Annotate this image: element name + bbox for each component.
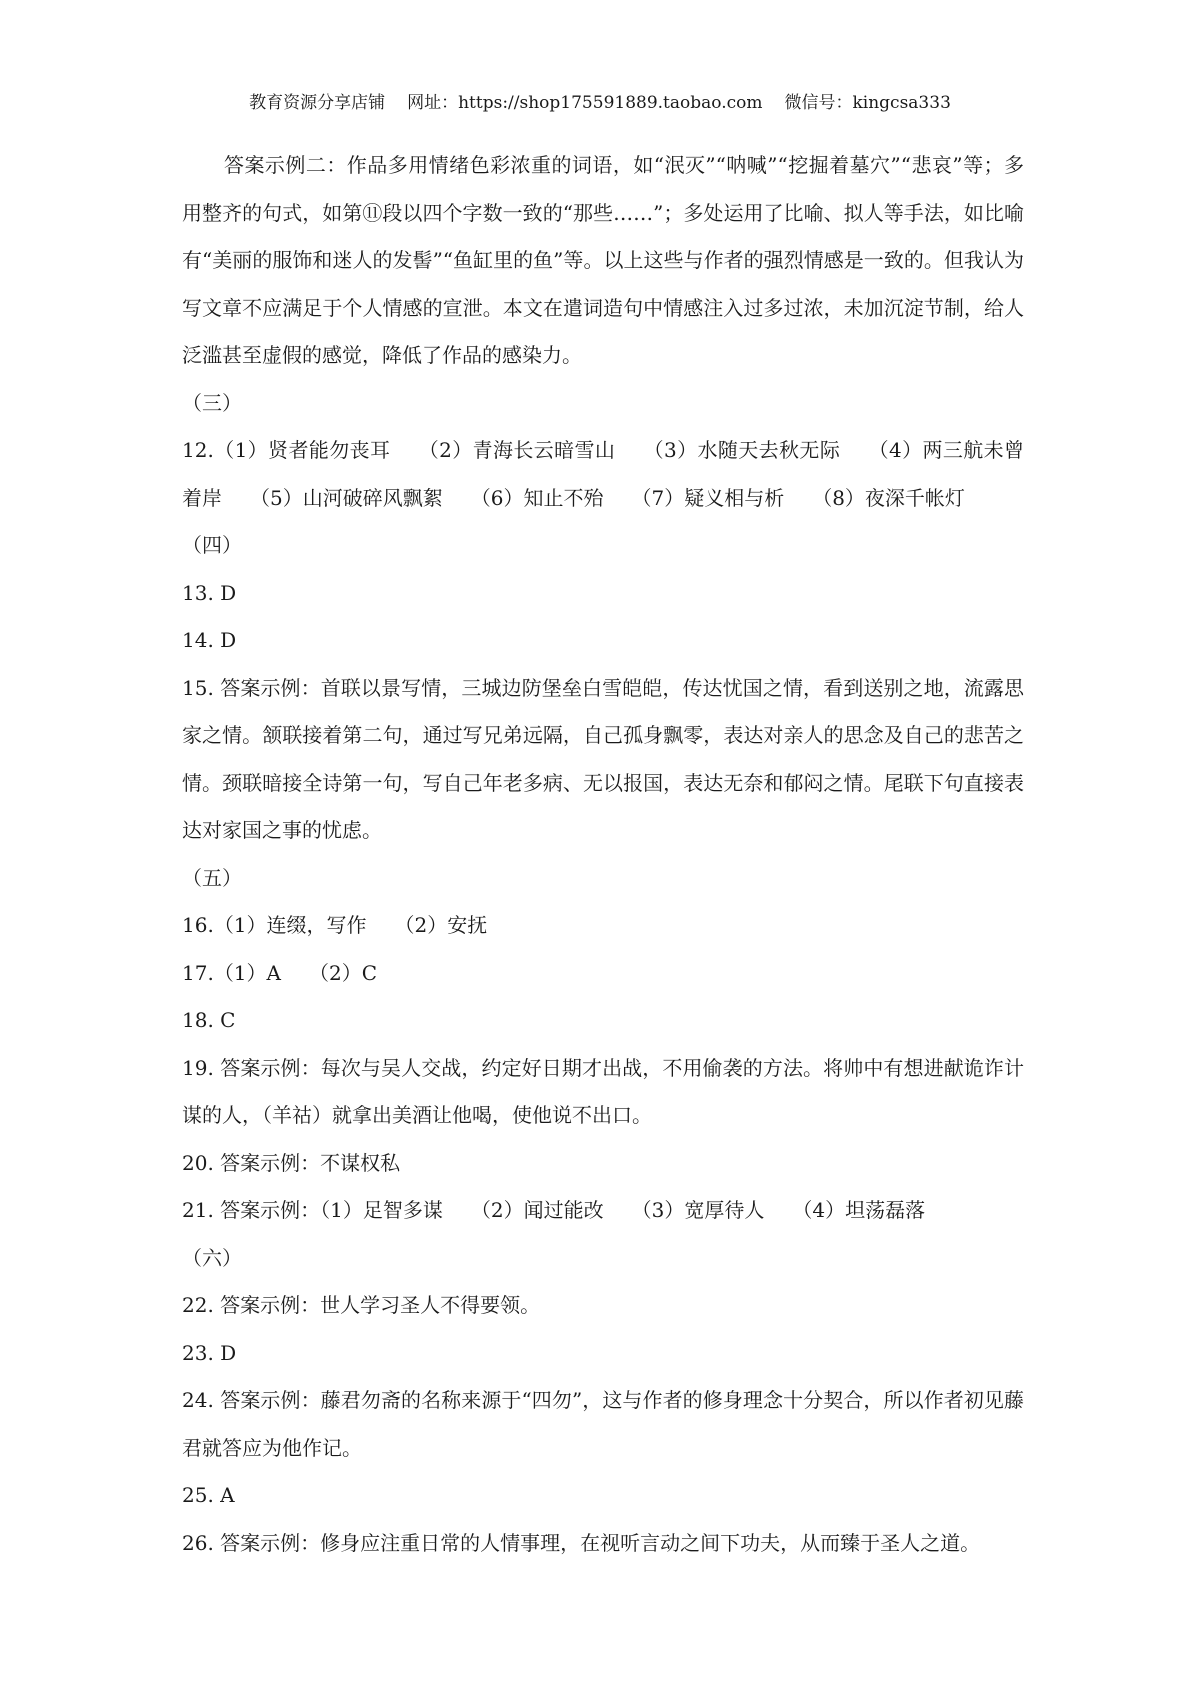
answer-12-item-6: （6）知止不殆 [470,485,604,510]
answer-12-item-3: （3）水随天去秋无际 [643,438,841,462]
page-header [0,88,1200,113]
answer-21-part-3: （3）宽厚待人 [631,1198,765,1222]
answer-22: 22. 答案示例：世人学习圣人不得要领。 [182,1293,541,1317]
answer-12-item-7: （7）疑义相与析 [631,485,785,510]
answer-21-number: 21. 答案示例： [182,1198,321,1222]
answer-12-item-1: （1）贤者能勿丧耳 [213,438,391,462]
answer-16-number: 16. [182,913,214,937]
answer-17-part-2: （2）C [308,960,378,985]
answer-12-item-5: （5）山河破碎风飘絮 [250,485,443,510]
answer-17-part-1: （1）A [213,960,281,985]
answer-17-number: 17. [182,960,214,985]
answer-12-item-8: （8）夜深千帐灯 [812,485,965,510]
answer-17 [182,950,1024,998]
answer-16 [182,902,1024,950]
header-shop: 教育资源分享店铺 [249,93,386,113]
example-two-paragraph: 答案示例二：作品多用情绪色彩浓重的词语，如“泯灭”“呐喊”“挖掘着墓穴”“悲哀”等；多用整齐的句式，如第⑪段以四个字数一致的“那些……”；多处运用了比喻、拟人等手法，如比喻有“美丽的服饰和迷人的发髻”“鱼缸里的鱼”等。以上这些与作者的强烈情感是一致的。但我认为写文章不应满足于个人情感的宣泄。本文在遣词造句中情感注入过多过浓，未加沉淀节制，给人泛滥甚至虚假的感觉，降低了作品的感染力。 [182,153,1024,367]
answer-content [182,142,1024,1567]
answer-16-part-2: （2）安抚 [394,913,488,937]
answer-14: 14. D [182,628,237,652]
section-five-heading: （五） [182,865,242,890]
answer-21-part-1: （1）足智多谋 [320,1198,443,1222]
answer-18: 18. C [182,1008,236,1032]
answer-12-item-2: （2）青海长云暗雪山 [418,438,616,462]
section-six-heading: （六） [182,1245,242,1270]
answer-15: 15. 答案示例：首联以景写情，三城边防堡垒白雪皑皑，传达忧国之情，看到送别之地，流露思家之情。颔联接着第二句，通过写兄弟远隔，自己孤身飘零，表达对亲人的思念及自己的悲苦之情。颈联暗接全诗第一句，写自己年老多病、无以报国，表达无奈和郁闷之情。尾联下句直接表达对家国之事的忧虑。 [182,675,1024,842]
header-wechat: 微信号：kingcsa333 [784,93,951,113]
answer-12-number: 12. [182,438,214,462]
header-url: 网址：https://shop175591889.taobao.com [407,93,763,113]
answer-26: 26. 答案示例：修身应注重日常的人情事理，在视听言动之间下功夫，从而臻于圣人之道。 [182,1530,981,1555]
answer-21-part-2: （2）闻过能改 [470,1198,604,1222]
answer-13: 13. D [182,580,237,605]
section-four-heading: （四） [182,533,242,557]
answer-12 [182,427,1024,522]
answer-21 [182,1187,1024,1235]
answer-25: 25. A [182,1483,235,1507]
answer-12-item-4: （4）两三航未曾着岸 [182,438,1024,510]
answer-16-part-1: （1）连缀，写作 [213,913,367,937]
section-three-heading: （三） [182,390,242,415]
answer-21-part-4: （4）坦荡磊落 [792,1198,926,1222]
answer-19: 19. 答案示例：每次与吴人交战，约定好日期才出战，不用偷袭的方法。将帅中有想进献诡诈计谋的人，（羊祜）就拿出美酒让他喝，使他说不出口。 [182,1055,1024,1127]
answer-20: 20. 答案示例：不谋权私 [182,1150,401,1175]
answer-23: 23. D [182,1340,237,1365]
answer-24: 24. 答案示例：藤君勿斋的名称来源于“四勿”，这与作者的修身理念十分契合，所以作者初见藤君就答应为他作记。 [182,1388,1024,1460]
